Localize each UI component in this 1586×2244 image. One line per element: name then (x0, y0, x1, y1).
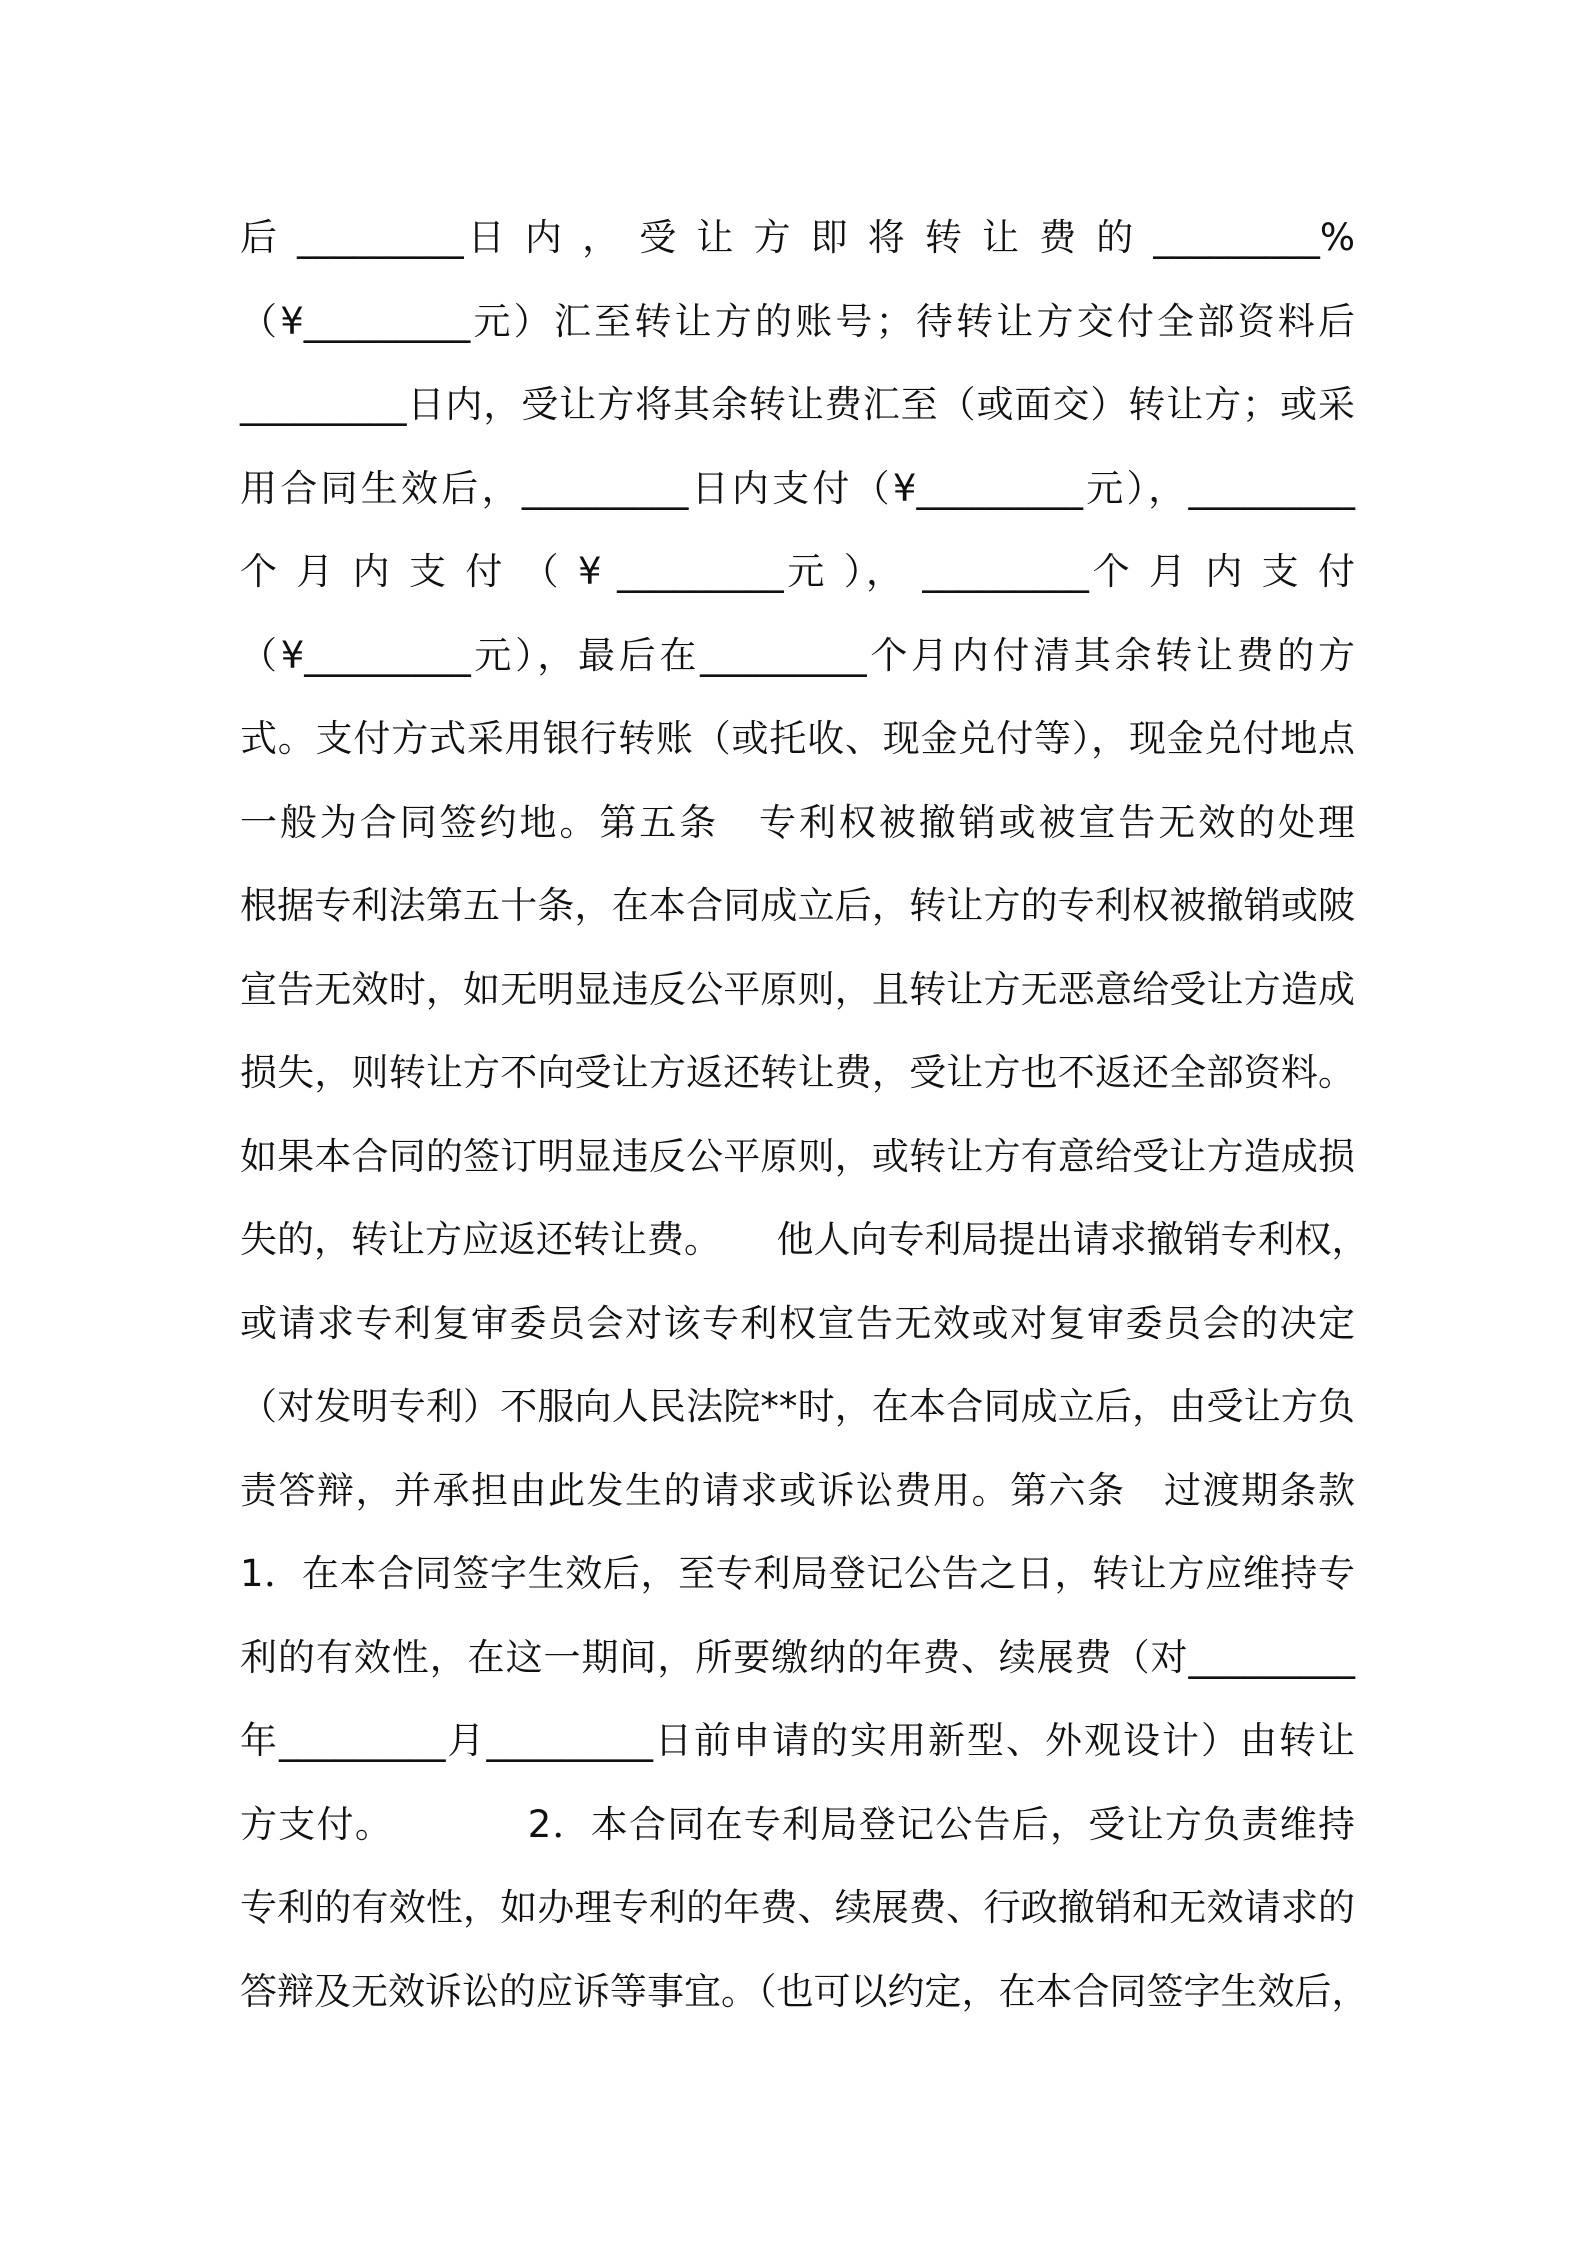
text-line: 式。支付方式采用银行转账（或托收、现金兑付等），现金兑付地点 (240, 717, 1355, 760)
text-line: 宣告无效时，如无明显违反公平原则，且转让方无恶意给受让方造成 (240, 967, 1355, 1011)
text-line: （¥_________元），最后在_________个月内付清其余转让费的方 (240, 633, 1355, 677)
text-line: 个 月 内 支 付 （ ¥ _________元 ）， _________个 月 内 支 付 (240, 550, 1355, 593)
text-line: 1．在本合同签字生效后，至专利局登记公告之日，转让方应维持专 (240, 1552, 1355, 1595)
text-line: （¥_________元）汇至转让方的账号；待转让方交付全部资料后 (240, 299, 1355, 343)
text-line: 后 _________日 内 ， 受 让 方 即 将 转 让 费 的 _________% (240, 216, 1355, 259)
text-line: 用合同生效后，_________日内支付（¥_________元），_________ (240, 466, 1355, 510)
text-line: 答辩及无效诉讼的应诉等事宜。（也可以约定，在本合同签字生效后， (240, 1969, 1369, 2013)
text-line: 或请求专利复审委员会对该专利权宣告无效或对复审委员会的决定 (240, 1301, 1355, 1345)
text-line: 专利的有效性，如办理专利的年费、续展费、行政撤销和无效请求的 (240, 1886, 1355, 1929)
text-line: _________日内，受让方将其余转让费汇至（或面交）转让方；或采 (240, 383, 1355, 426)
text-line: （对发明专利）不服向人民法院**时，在本合同成立后，由受让方负 (240, 1385, 1355, 1428)
text-line: 损失，则转让方不向受让方返还转让费，受让方也不返还全部资料。 (240, 1051, 1355, 1094)
contract-body-text (240, 196, 1369, 2033)
text-line: 责答辩，并承担由此发生的请求或诉讼费用。第六条 过渡期条款 (240, 1468, 1355, 1512)
text-line: 利的有效性，在这一期间，所要缴纳的年费、续展费（对_________ (240, 1635, 1355, 1679)
text-line: 根据专利法第五十条，在本合同成立后，转让方的专利权被撤销或陂 (240, 884, 1355, 927)
text-line: 年_________月_________日前申请的实用新型、外观设计）由转让 (240, 1719, 1355, 1762)
text-line: 一般为合同签约地。第五条 专利权被撤销或被宣告无效的处理 (240, 800, 1355, 844)
text-line: 失的，转让方应返还转让费。 他人向专利局提出请求撤销专利权， (240, 1218, 1369, 1261)
text-line: 方支付。 2．本合同在专利局登记公告后，受让方负责维持 (240, 1802, 1355, 1846)
text-line: 如果本合同的签订明显违反公平原则，或转让方有意给受让方造成损 (240, 1134, 1355, 1178)
